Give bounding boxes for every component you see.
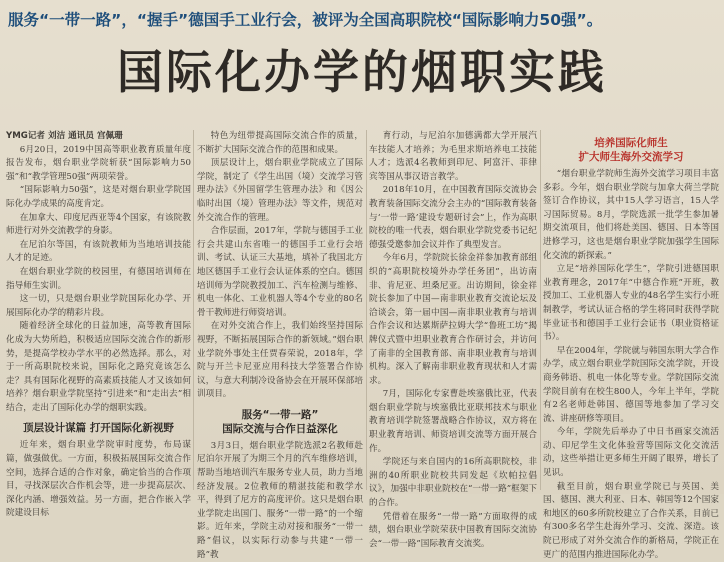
column-4 <box>543 130 719 560</box>
subhead-line-2: 国际交流与合作日益深化 <box>222 422 338 435</box>
column-divider <box>540 130 541 490</box>
paragraph: 育行动，与尼泊尔加德满都大学开展汽车技能人才培养；为毛里求斯培养电工技能人才；选派4名教师到印尼、阿富汗、菲律宾等国从事汉语言教学。 <box>369 131 537 182</box>
section-subhead <box>197 408 363 436</box>
paragraph: 今年，学院先后举办了中日书画家交流活动、印尼学生文化体验营等国际文化交流活动，这些举措让更多师生开阔了眼界，增长了见识。 <box>543 427 719 479</box>
page-headline: 国际化办学的烟职实践 <box>117 45 607 99</box>
paragraph: 早在2004年，学院就与韩国东明大学合作办学，成立烟台职业学院国际交流学院，开设商务韩语、机电一体化等专业。学院国际交流学院目前有在校生800人，今年上半年，学院有2名老师赴韩国、德国等地参加了学习交流、讲座研修等项目。 <box>543 345 719 424</box>
paragraph: 2018年10月，在中国教育国际交流协会教育装备国际交流分会主办的“国际教育装备与‘一带一路’建设专题研讨会”上，作为高职院校的唯一代表，烟台职业学院党委书记纪德强受邀参加会议并作了典型发言。 <box>369 185 537 250</box>
paragraph: 近年来，烟台职业学院审时度势，布局谋篇，做强做优。一方面，积极拓展国际交流合作空间，选择合适的合作对象，确定恰当的合作项目，寻找深层次合作机会等，进一步提高层次、深化内涵、增强效益。另一方面，把合作嵌入学院建设目标 <box>6 440 191 519</box>
paragraph: 凭借着在服务“一带一路”方面取得的成绩，烟台职业学院荣获中国教育国际交流协会“一带一路”国际教育交流奖。 <box>369 511 537 549</box>
column-2 <box>197 130 363 560</box>
paragraph: 立足“培养国际化学生”，学院引进德国职业教育理念，2017年“中德合作班”开班，教授加工、工业机器人专业的48名学生实行小班制教学，考试认证合格的学生将同时获得学院毕业证书和德国手工业行会证书（职业资格证书）。 <box>543 264 719 343</box>
subhead-line-1: 服务“一带一路” <box>241 408 319 421</box>
column-divider <box>366 130 367 490</box>
paragraph: 在对外交流合作上，我们始终坚持国际视野，不断拓展国际合作的新领域。”烟台职业学院外事处主任贾春荣说，2018年，学院与开兰卡尼亚应用科技大学签署合作协议，与意大利制冷设备协会在开展环保部培训项目。 <box>197 321 363 400</box>
paragraph: 今年6月，学院院长徐金祥参加教育部组织的“高职院校境外办学任务团”，出访南非、肯尼亚、坦桑尼亚。出访期间，徐金祥院长参加了中国—南非职业教育交流论坛及洽谈会，第一届中国—南非职业教育与培训合作会议和达累斯萨拉姆大学“鲁班工坊”揭牌仪式暨中坦职业教育合作研讨会，并访问了南非的全国教育部、南非职业教育与培训机构。深入了解南非职业教育现状和人才需求。 <box>369 253 537 386</box>
paragraph: 在加拿大、印度尼西亚等4个国家，有该院教师进行对外交流教学的身影。 <box>6 212 191 237</box>
paragraph: 顶层设计上，烟台职业学院成立了国际学院，制定了《学生出国（境）交流学习管理办法》《外国留学生管理办法》和《因公临时出国（境）管理办法》等文件，规范对外交流合作的管理。 <box>197 158 363 223</box>
section-subhead: 顶层设计谋篇 打开国际化新视野 <box>23 422 174 435</box>
paragraph: 6月20日，2019中国高等职业教育质量年度报告发布，烟台职业学院斩获“国际影响力50强”和“教学管理50强”两项荣誉。 <box>6 144 191 182</box>
subhead-line-1: 培养国际化师生 <box>594 137 668 149</box>
paragraph: 特色为纽带提高国际交流合作的质量，不断扩大国际交流合作的范围和成果。 <box>197 131 363 155</box>
paragraph: 截至目前，烟台职业学院已与英国、美国、德国、澳大利亚、日本、韩国等12个国家和地区的60多所院校建立了合作关系，目前已有300多名学生赴海外学习、交流、深造。该院已形成了对外交流合作的新格局，学院正在更广的范围内推进国际化办学。 <box>543 481 719 560</box>
paragraph: 学院还与来自国内的16所高职院校，非洲的40所职业院校共同发起《坎帕拉倡议》，加强中非职业院校在“一带一路”框架下的合作。 <box>369 457 537 509</box>
subhead-line-2: 扩大师生海外交流学习 <box>578 151 684 163</box>
byline: YMG记者 刘洁 通讯员 宫佩珊 <box>6 131 123 141</box>
paragraph: 7月，国际化专家曹赴埃塞俄比亚，代表烟台职业学院与埃塞俄比亚联邦技术与职业教育培训学院签署战略合作协议，双方将在职业教育培训、师资培训交流等方面开展合作。 <box>369 389 537 454</box>
section-subhead <box>543 136 719 164</box>
column-3 <box>369 130 537 549</box>
paragraph: 合作层面，2017年，学院与德国手工业行会共建山东省唯一的德国手工业行会培训、考试、认证三大基地，填补了我国北方地区德国手工业行会认证体系的空白。德国培训师为学院教授加工、汽车检测与维修、机电一体化、工业机器人等4个专业的80名骨干教师进行师资培训。 <box>197 226 363 318</box>
paragraph: 在烟台职业学院的校园里，有德国培训师在指导师生实训。 <box>6 266 191 291</box>
paragraph: “国际影响力50强”，这是对烟台职业学院国际化办学成果的高度肯定。 <box>6 185 191 209</box>
paragraph: 在尼泊尔等国，有该院教师为当地培训技能人才的足迹。 <box>6 239 191 264</box>
top-line-banner: 服务“一带一路”，“握手”德国手工业行会，被评为全国高职院校“国际影响力50强”。 <box>8 11 603 29</box>
paragraph: 3月3日，烟台职业学院选派2名教师赴尼泊尔开展了为期三个月的汽车维修培训，帮助当地培训汽车服务专业人员，助力当地经济发展。2位教师的精湛技能和教学水平，得到了尼方的高度评价。这只是烟台职业学院走出国门、服务“一带一路”的一个缩影。近年来，学院主动对接和服务“一带一路”倡议，以实际行动参与共建“一带一路”教 <box>197 440 363 560</box>
paragraph: 这一切，只是烟台职业学院国际化办学、开展国际化办学的精彩片段。 <box>6 294 191 318</box>
paragraph: “烟台职业学院师生海外交流学习项目丰富多彩。今年，烟台职业学院与加拿大荷兰学院签订合作协议，其中15人学习语言，15人学习国际贸易。8月，学院选派一批学生参加暑期交流项目，他们将赴美国、德国、日本等国进修学习，这也是烟台职业学院加强学生国际化交流的新探索。” <box>543 169 719 261</box>
paragraph: 随着经济全球化的日益加速，高等教育国际化成为大势所趋，积极适应国际交流合作的新形势，是提高学校办学水平的必然选择。那么，对于一所高职院校来说，国际化之路究竟该怎么走？具有国际化视野的高素质技能人才又该如何培养？烟台职业学院坚持“引进来”和“走出去”相结合，走出了国际化办学的烟职实践。 <box>6 321 191 413</box>
column-divider <box>193 130 194 490</box>
column-1 <box>6 130 191 519</box>
